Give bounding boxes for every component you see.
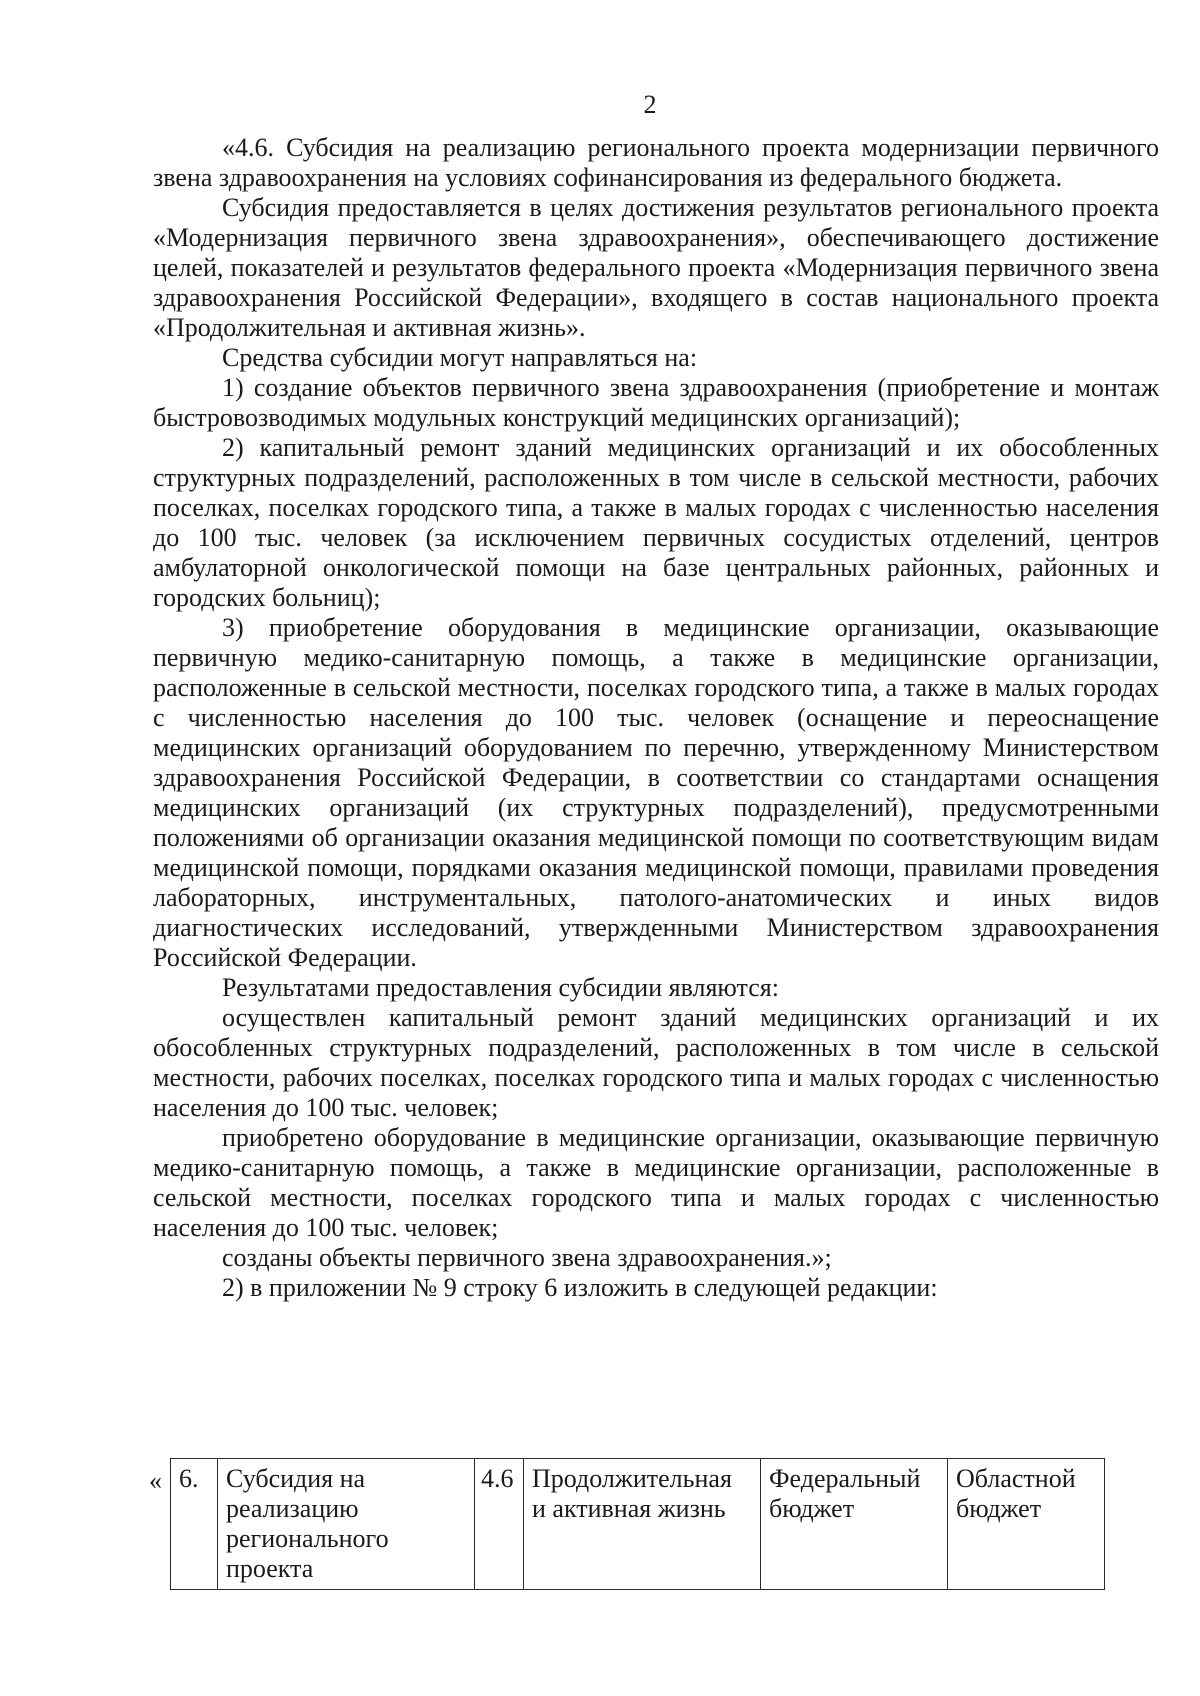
- cell-section-code: 4.6: [475, 1459, 524, 1590]
- cell-subsidy-name: Субсидия на реализацию регионального проекта: [218, 1459, 475, 1590]
- paragraph-directions-intro: Средства субсидии могут направляться на:: [222, 343, 698, 372]
- cell-national-project: Продолжительная и активная жизнь: [524, 1459, 761, 1590]
- page-number: 2: [643, 90, 657, 119]
- document-body: [153, 133, 1159, 1303]
- paragraph-item-2: 2) капитальный ремонт зданий медицинских организаций и их обособленных структурных подразделений, расположенных в том числе в сельской местности, рабочих поселках, поселках городского типа, а также в малых городах с численностью населения до 100 тыс. человек (за исключением первичных сосудистых отделений, центров амбулаторной онкологической помощи на базе центральных районных, районных и городских больниц);: [153, 433, 1159, 612]
- cell-row-number: 6.: [171, 1459, 218, 1590]
- cell-regional-budget: Областной бюджет: [948, 1459, 1105, 1590]
- paragraph-purpose: Субсидия предоставляется в целях достижения результатов регионального проекта «Модернизация первичного звена здравоохранения», обеспечивающего достижение целей, показателей и результатов федерального проекта «Модернизация первичного звена здравоохранения Российской Федерации», входящего в состав национального проекта «Продолжительная и активная жизнь».: [153, 193, 1159, 342]
- amendment-table: [170, 1458, 1105, 1590]
- paragraph-results-intro: Результатами предоставления субсидии являются:: [222, 973, 779, 1002]
- table-open-quote: «: [149, 1466, 162, 1495]
- paragraph-section-heading: «4.6. Субсидия на реализацию регионального проекта модернизации первичного звена здравоохранения на условиях софинансирования из федерального бюджета.: [153, 133, 1159, 192]
- paragraph-result-repair: осуществлен капитальный ремонт зданий медицинских организаций и их обособленных структурных подразделений, расположенных в том числе в сельской местности, рабочих поселках, поселках городского типа и малых городах с численностью населения до 100 тыс. человек;: [153, 1003, 1159, 1122]
- paragraph-result-objects: созданы объекты первичного звена здравоохранения.»;: [222, 1243, 832, 1272]
- paragraph-result-equipment: приобретено оборудование в медицинские организации, оказывающие первичную медико-санитарную помощь, а также в медицинские организации, расположенные в сельской местности, поселках городского типа и малых городах с численностью населения до 100 тыс. человек;: [153, 1123, 1159, 1242]
- cell-federal-budget: Федеральный бюджет: [761, 1459, 948, 1590]
- paragraph-appendix-amendment: 2) в приложении № 9 строку 6 изложить в следующей редакции:: [222, 1273, 938, 1302]
- paragraph-item-3: 3) приобретение оборудования в медицинские организации, оказывающие первичную медико-санитарную помощь, а также в медицинские организации, расположенные в сельской местности, поселках городского типа, а также в малых городах с численностью населения до 100 тыс. человек (оснащение и переоснащение медицинских организаций оборудованием по перечню, утвержденному Министерством здравоохранения Российской Федерации, в соответствии со стандартами оснащения медицинских организаций (их структурных подразделений), предусмотренными положениями об организации оказания медицинской помощи по соответствующим видам медицинской помощи, порядками оказания медицинской помощи, правилами проведения лабораторных, инструментальных, патолого-анатомических и иных видов диагностических исследований, утвержденными Министерством здравоохранения Российской Федерации.: [153, 613, 1159, 972]
- paragraph-item-1: 1) создание объектов первичного звена здравоохранения (приобретение и монтаж быстровозводимых модульных конструкций медицинских организаций);: [153, 373, 1159, 432]
- table-row: [171, 1459, 1105, 1590]
